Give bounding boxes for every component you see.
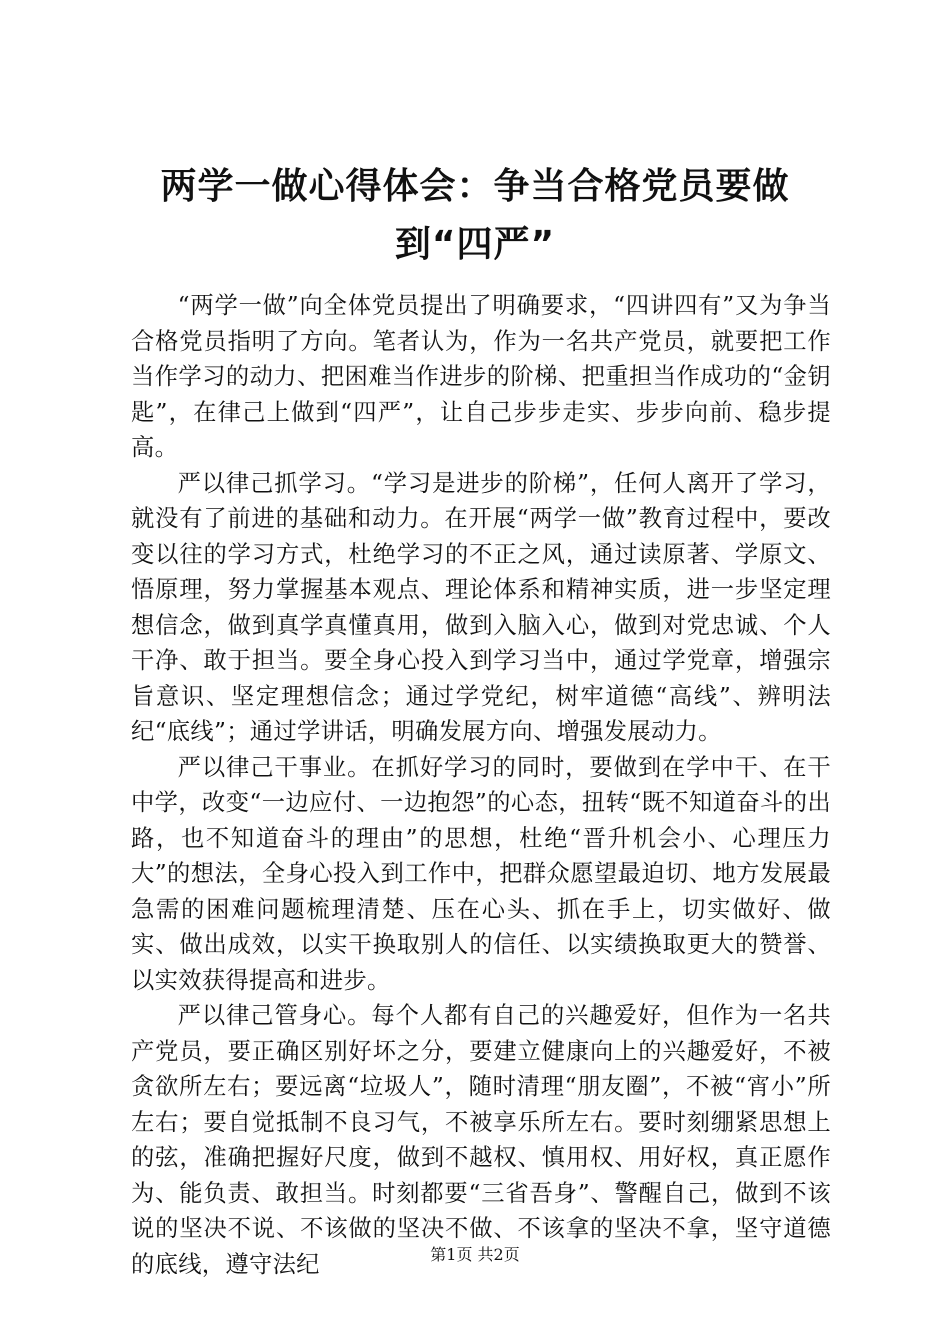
document-body: [131, 288, 831, 1282]
page-number-footer: 第1页 共2页: [430, 1245, 520, 1264]
paragraph-self-discipline: 严以律己管身心。每个人都有自己的兴趣爱好，但作为一名共产党员，要正确区别好坏之分，要建立健康向上的兴趣爱好，不被贪欲所左右；要远离“垃圾人”，随时清理“朋友圈”，不被“宵小”所左右；要自觉抵制不良习气，不被享乐所左右。要时刻绷紧思想上的弦，准确把握好尺度，做到不越权、慎用权、用好权，真正愿作为、能负责、敢担当。时刻都要“三省吾身”、警醒自己，做到不该说的坚决不说、不该做的坚决不做、不该拿的坚决不拿，坚守道德的底线，遵守法纪: [131, 1002, 831, 1278]
paragraph-study: 严以律己抓学习。“学习是进步的阶梯”，任何人离开了学习，就没有了前进的基础和动力。在开展“两学一做”教育过程中，要改变以往的学习方式，杜绝学习的不正之风，通过读原著、学原文、悟原理，努力掌握基本观点、理论体系和精神实质，进一步坚定理想信念，做到真学真懂真用，做到入脑入心，做到对党忠诚、个人干净、敢于担当。要全身心投入到学习当中，通过学党章，增强宗旨意识、坚定理想信念；通过学党纪，树牢道德“高线”、辨明法纪“底线”；通过学讲话，明确发展方向、增强发展动力。: [131, 469, 831, 745]
document-title: 两学一做心得体会：争当合格党员要做到“四严”: [160, 166, 790, 265]
paragraph-work: 严以律己干事业。在抓好学习的同时，要做到在学中干、在干中学，改变“一边应付、一边抱怨”的心态，扭转“既不知道奋斗的出路，也不知道奋斗的理由”的思想，杜绝“晋升机会小、心理压力大”的想法，全身心投入到工作中，把群众愿望最迫切、地方发展最急需的困难问题梳理清楚、压在心头、抓在手上，切实做好、做实、做出成效，以实干换取别人的信任、以实绩换取更大的赞誉、以实效获得提高和进步。: [131, 753, 831, 994]
paragraph-intro: “两学一做”向全体党员提出了明确要求，“四讲四有”又为争当合格党员指明了方向。笔者认为，作为一名共产党员，就要把工作当作学习的动力、把困难当作进步的阶梯、把重担当作成功的“金钥匙”，在律己上做到“四严”，让自己步步走实、步步向前、稳步提高。: [131, 292, 831, 461]
